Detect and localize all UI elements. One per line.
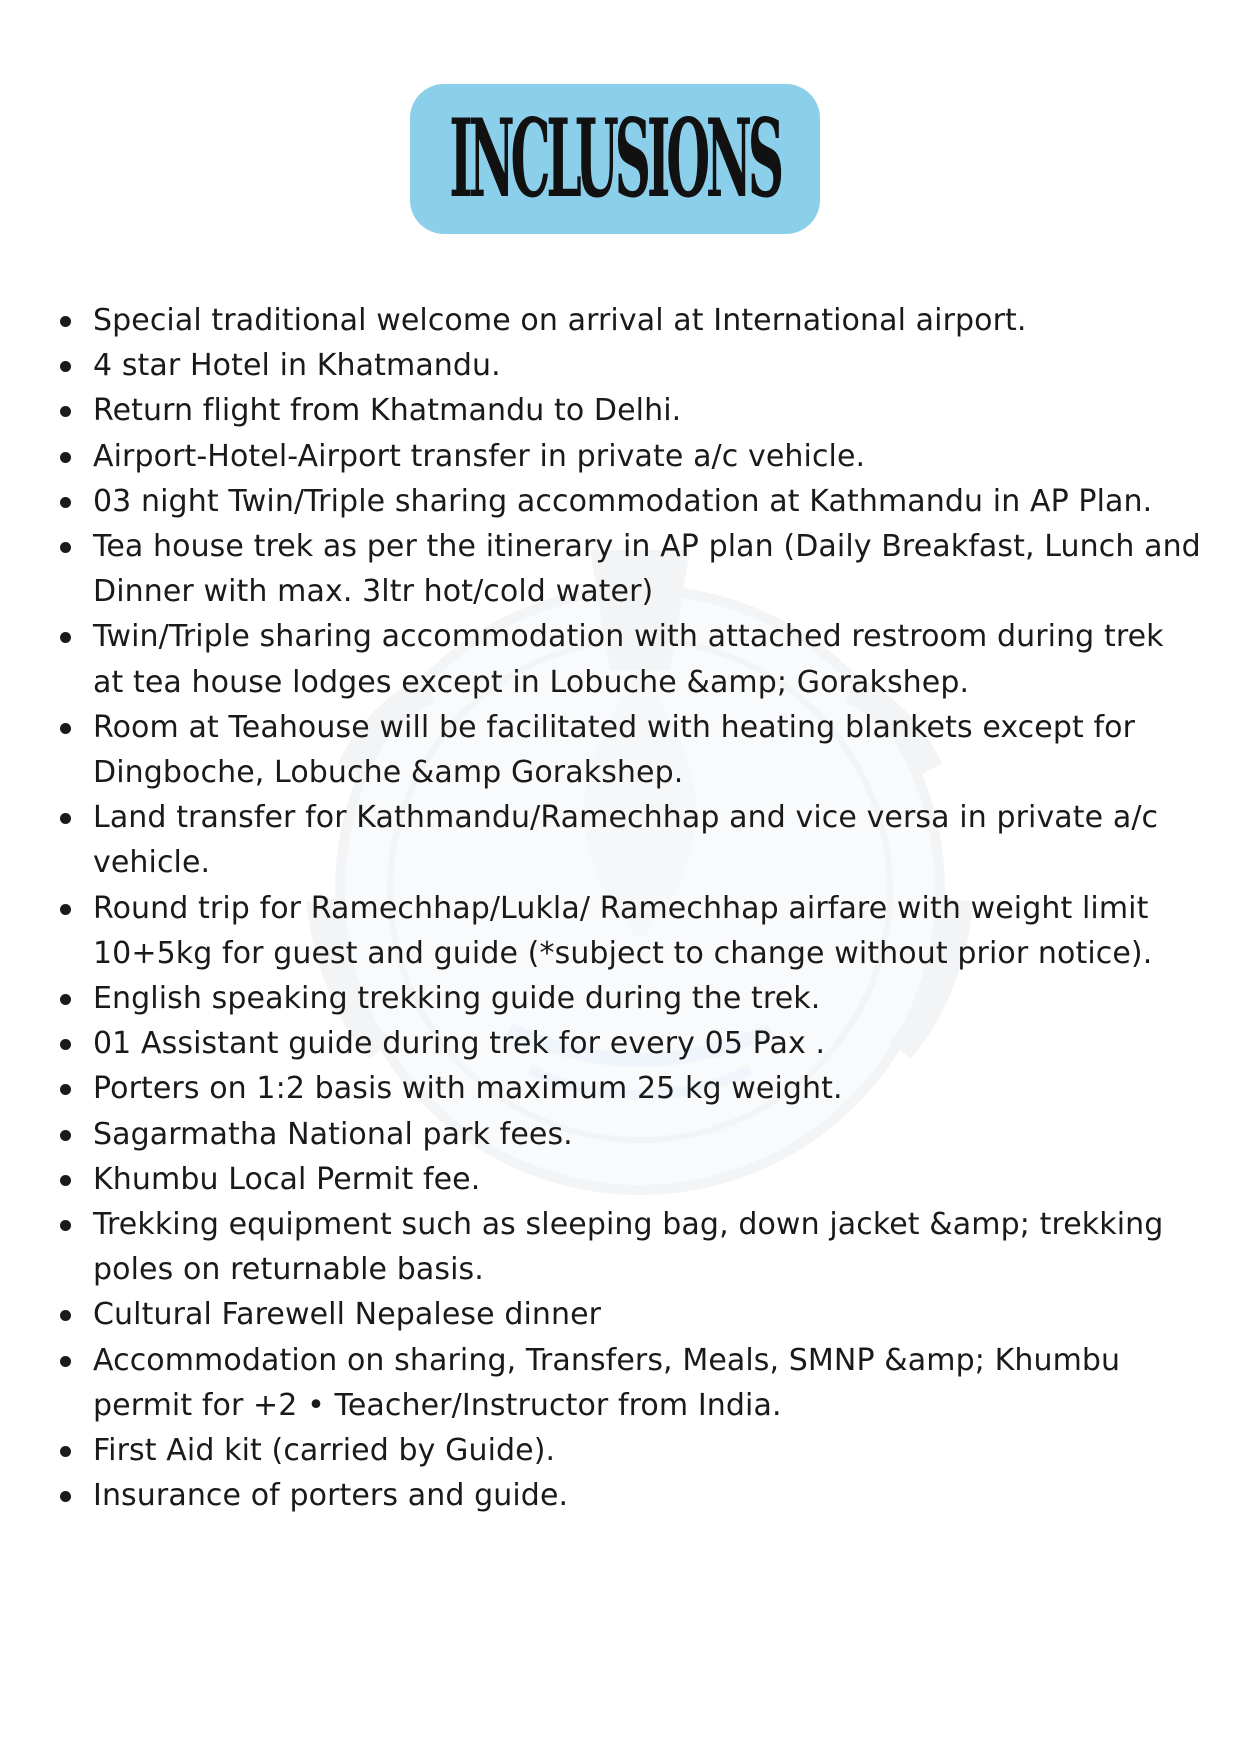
- list-item-text: Room at Teahouse will be facilitated with heating blankets except for Dingboche, Lobuche &amp Gorakshep.: [93, 709, 1136, 791]
- bullet-icon: [60, 632, 71, 643]
- list-item-text: Airport-Hotel-Airport transfer in private a/c vehicle.: [93, 438, 866, 474]
- list-item-text: 01 Assistant guide during trek for every 05 Pax .: [93, 1026, 826, 1062]
- list-item-text: 03 night Twin/Triple sharing accommodation at Kathmandu in AP Plan.: [93, 483, 1153, 519]
- list-item-text: Porters on 1:2 basis with maximum 25 kg weight.: [93, 1071, 843, 1107]
- list-item: [0, 388, 1241, 433]
- bullet-icon: [60, 1356, 71, 1367]
- bullet-icon: [60, 1039, 71, 1050]
- list-item: [0, 1066, 1241, 1111]
- bullet-icon: [60, 316, 71, 327]
- list-item: [0, 1473, 1241, 1518]
- list-item-text: Cultural Farewell Nepalese dinner: [93, 1297, 602, 1333]
- bullet-icon: [60, 497, 71, 508]
- list-item-text: Khumbu Local Permit fee.: [93, 1161, 481, 1197]
- bullet-icon: [60, 994, 71, 1005]
- bullet-icon: [60, 452, 71, 463]
- bullet-icon: [60, 406, 71, 417]
- bullet-icon: [60, 1084, 71, 1095]
- list-item-text: Trekking equipment such as sleeping bag, down jacket &amp; trekking poles on returnable basis.: [93, 1207, 1164, 1288]
- list-item: [0, 1157, 1241, 1202]
- list-item: [0, 614, 1241, 704]
- list-item: [0, 705, 1241, 795]
- bullet-icon: [60, 1310, 71, 1321]
- list-item: [0, 1428, 1241, 1473]
- list-item: [0, 1338, 1241, 1428]
- list-item-text: English speaking trekking guide during the trek.: [93, 981, 821, 1017]
- list-item: [0, 434, 1241, 479]
- list-item: [0, 524, 1241, 614]
- list-item-text: Accommodation on sharing, Transfers, Meals, SMNP &amp; Khumbu permit for +2 • Teacher/Instructor from India.: [93, 1342, 1121, 1423]
- list-item: [0, 1021, 1241, 1066]
- list-item-text: Return flight from Khatmandu to Delhi.: [93, 393, 682, 429]
- list-item: [0, 976, 1241, 1021]
- list-item-text: Insurance of porters and guide.: [93, 1478, 569, 1514]
- list-item: [0, 1292, 1241, 1337]
- list-item-text: Tea house trek as per the itinerary in AP plan (Daily Breakfast, Lunch and Dinner with max. 3ltr hot/cold water): [93, 529, 1201, 610]
- list-item: [0, 795, 1241, 885]
- list-item-text: Sagarmatha National park fees.: [93, 1116, 573, 1152]
- list-item: [0, 298, 1241, 343]
- bullet-icon: [60, 1491, 71, 1502]
- list-item-text: Round trip for Ramechhap/Lukla/ Ramechhap airfare with weight limit 10+5kg for guest and guide (*subject to change without prior notice).: [93, 890, 1153, 971]
- list-item: [0, 1202, 1241, 1292]
- inclusions-list: [0, 298, 1241, 1518]
- bullet-icon: [60, 1130, 71, 1141]
- list-item-text: First Aid kit (carried by Guide).: [93, 1433, 556, 1469]
- bullet-icon: [60, 904, 71, 915]
- list-item: [0, 886, 1241, 976]
- bullet-icon: [60, 361, 71, 372]
- list-item: [0, 1112, 1241, 1157]
- list-item-text: Land transfer for Kathmandu/Ramechhap and vice versa in private a/c vehicle.: [93, 800, 1159, 881]
- bullet-icon: [60, 813, 71, 824]
- bullet-icon: [60, 542, 71, 553]
- list-item-text: 4 star Hotel in Khatmandu.: [93, 348, 501, 384]
- title-badge: [410, 84, 820, 234]
- bullet-icon: [60, 1446, 71, 1457]
- list-item-text: Special traditional welcome on arrival at International airport.: [93, 303, 1027, 338]
- list-item: [0, 479, 1241, 524]
- bullet-icon: [60, 1220, 71, 1231]
- page-title: INCLUSIONS: [449, 95, 781, 222]
- bullet-icon: [60, 1175, 71, 1186]
- list-item: [0, 343, 1241, 388]
- list-item-text: Twin/Triple sharing accommodation with attached restroom during trek at tea house lodges except in Lobuche &amp; Gorakshep.: [93, 619, 1164, 700]
- bullet-icon: [60, 723, 71, 734]
